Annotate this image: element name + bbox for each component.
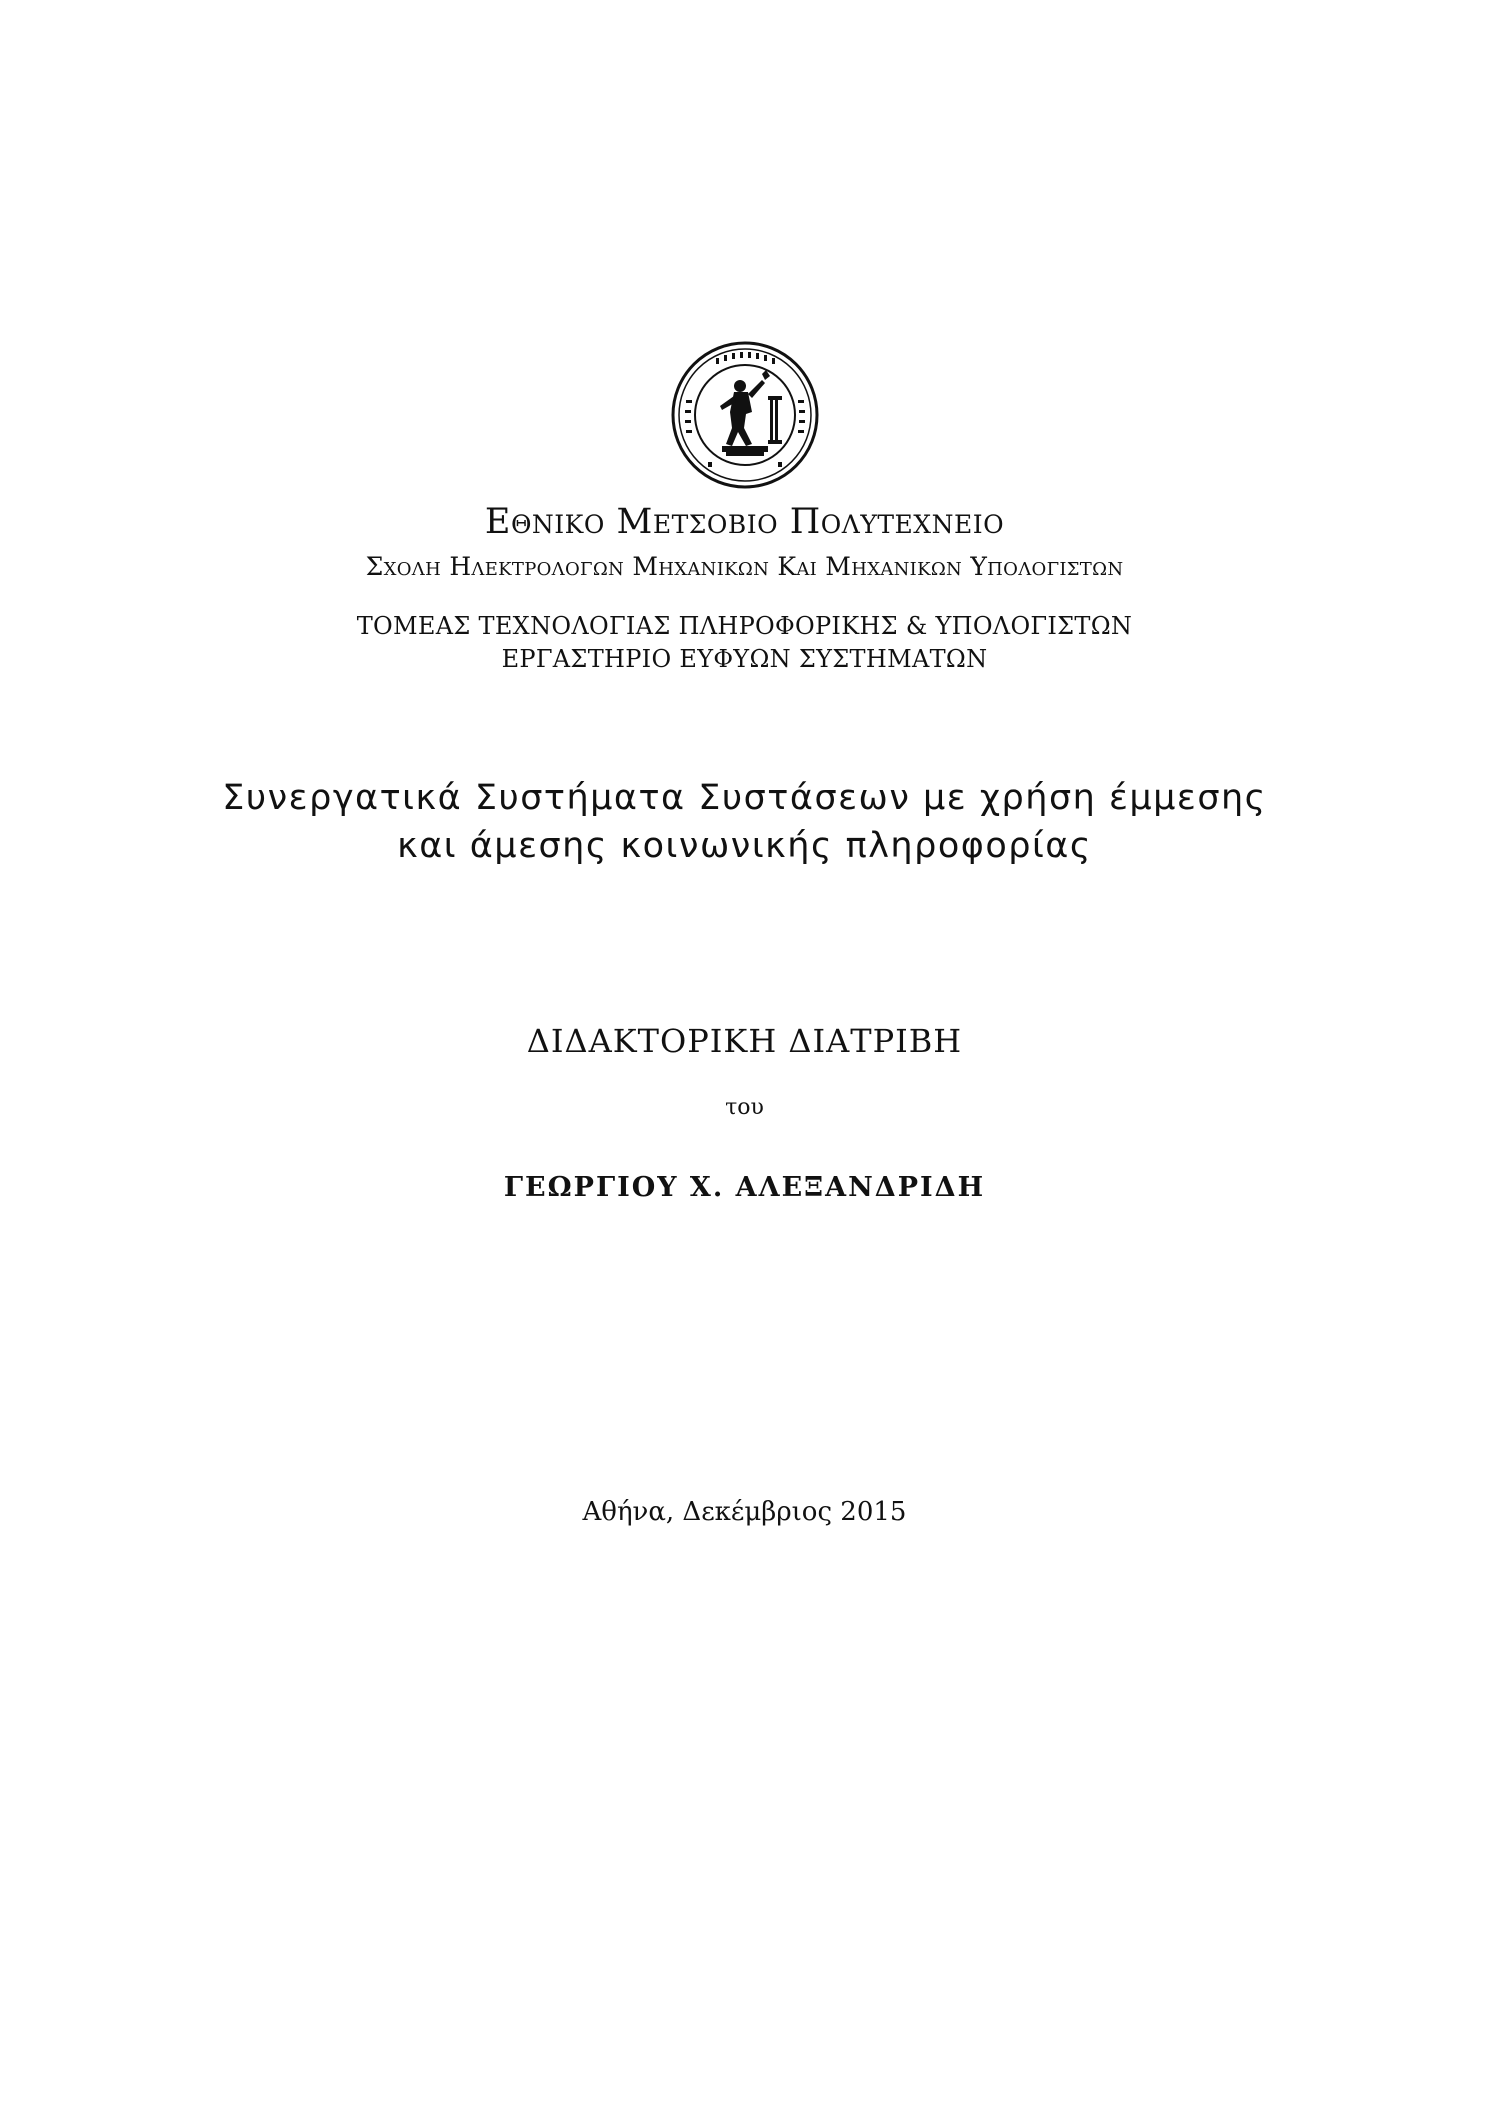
lab-name: ΕΡΓΑΣΤΗΡΙΟ ΕΥΦΥΩΝ ΣΥΣΤΗΜΑΤΩΝ: [501, 645, 988, 673]
school-name: Σχολη Ηλεκτρολογων Μηχανικων Και Μηχανικων Υπολογιστων: [365, 552, 1124, 581]
university-name: Εθνικο Μετσοβιο Πολυτεχνειο: [484, 502, 1005, 542]
author-name: ΓΕΩΡΓΙΟΥ Χ. ΑΛΕΞΑΝΔΡΙΔΗ: [503, 1172, 986, 1203]
division-name: ΤΟΜΕΑΣ ΤΕΧΝΟΛΟΓΙΑΣ ΠΛΗΡΟΦΟΡΙΚΗΣ & ΥΠΟΛΟΓΙΣΤΩΝ: [356, 612, 1133, 640]
thesis-type: ΔΙΔΑΚΤΟΡΙΚΗ ΔΙΑΤΡΙΒΗ: [526, 1022, 963, 1060]
thesis-title-line-2: και άμεσης κοινωνικής πληροφορίας: [397, 826, 1092, 866]
university-seal-icon: [670, 340, 820, 490]
thesis-title-line-1: Συνεργατικά Συστήματα Συστάσεων με χρήση έμμεσης: [222, 778, 1267, 818]
place-date: Αθήνα, Δεκέμβριος 2015: [582, 1497, 907, 1527]
thesis-of: του: [725, 1095, 764, 1120]
